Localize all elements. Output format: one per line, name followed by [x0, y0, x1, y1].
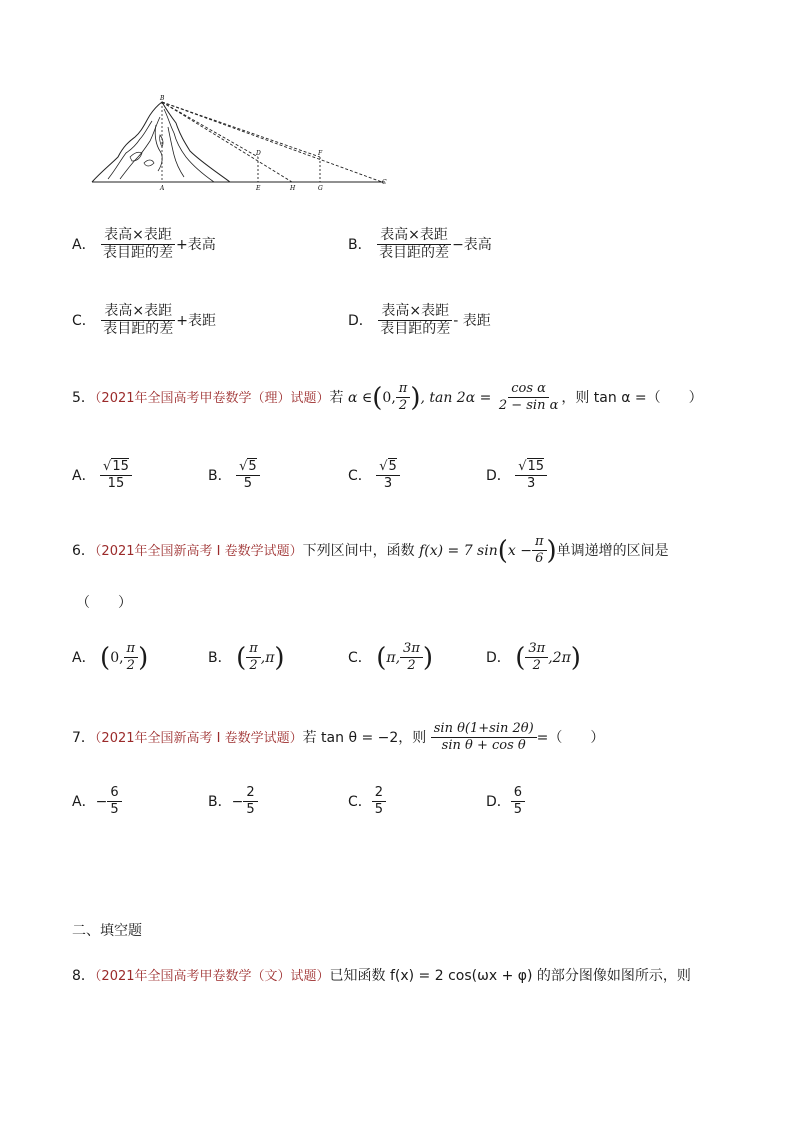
option-letter: D． [348, 312, 373, 329]
denominator: 5 [246, 802, 255, 818]
option-letter: A． [72, 467, 96, 484]
question-number: 8． [72, 968, 95, 984]
q7-option-a-fraction [107, 786, 121, 818]
q7-option-c-fraction [372, 786, 386, 818]
q6-option-c: C． (π, $\frac{3\pi}{2}$ ) [348, 641, 434, 674]
option-letter: B． [208, 649, 232, 666]
numerator: 3π [525, 642, 548, 658]
label-e: E [256, 185, 261, 192]
q6-option-b: B． ( $\frac{\pi}{2}$ ,π) [208, 641, 285, 674]
denominator: 2 [249, 658, 258, 674]
stem-tail: 单调递增的区间是 [556, 542, 669, 559]
label-h: H [290, 185, 296, 192]
question-source: （2021年全国高考甲卷数学（理）试题） [94, 390, 330, 406]
denominator: 2 [407, 658, 416, 674]
option-tail: +表高 [176, 236, 216, 253]
q6-stem: 6．（2021年全国新高考 I 卷数学试题）下列区间中，函数 f(x) = 7 sin(x − $\frac{\pi}{6}$ )单调递增的区间是 [72, 534, 669, 567]
q7-fraction [431, 722, 537, 754]
option-letter: A． [72, 793, 96, 810]
label-c: C [382, 179, 387, 186]
denominator: 表目距的差 [380, 321, 451, 338]
q7-stem [72, 722, 604, 754]
numerator: 表高×表距 [101, 228, 175, 245]
numerator: 5 [388, 459, 397, 474]
q6-option-d: D． ( $\frac{3\pi}{2}$ ,2π) [486, 641, 581, 674]
numerator: 2 [372, 786, 386, 802]
question-number: 5． [72, 389, 95, 406]
denominator: 5 [374, 802, 384, 818]
numerator: 表高×表距 [377, 228, 451, 245]
question-source: （2021年全国新高考 I 卷数学试题） [94, 730, 303, 746]
denominator: 表目距的差 [379, 245, 450, 262]
interval-fraction [246, 642, 261, 674]
numerator: 表高×表距 [101, 304, 175, 321]
numerator: 15 [527, 459, 545, 474]
question-number: 7． [72, 729, 95, 746]
q4-option-b-fraction [376, 228, 452, 262]
option-sign: − [95, 793, 108, 810]
numerator: 2 [243, 786, 257, 802]
q4-option-d-fraction [377, 304, 453, 338]
interval-fraction [400, 642, 423, 674]
numerator: 6 [511, 786, 525, 802]
stem-text: 若 [329, 389, 344, 406]
numerator: π [246, 642, 261, 658]
numerator: π [396, 382, 411, 398]
q6-option-a: A． (0, $\frac{\pi}{2}$ ) [72, 641, 149, 674]
numerator: 3π [400, 642, 423, 658]
question-source: （2021年全国高考甲卷数学（文）试题） [94, 969, 330, 984]
denominator: 2 [398, 398, 408, 414]
q4-option-b [348, 228, 492, 262]
q6-answer-paren: （ ） [76, 595, 132, 611]
label-d: D [256, 150, 261, 157]
denominator: 3 [383, 476, 393, 492]
q7-option-b [208, 786, 258, 818]
label-g: G [318, 185, 323, 192]
q4-option-a-fraction [100, 228, 176, 262]
q7-option-d-fraction [511, 786, 525, 818]
option-letter: C． [72, 312, 96, 329]
q5-option-a-fraction: $\frac{√15}{15}$ [100, 460, 132, 492]
function-expression: f(x) = 7 sin [419, 542, 498, 559]
option-letter: A． [72, 649, 96, 666]
option-letter: C． [348, 649, 372, 666]
option-tail: −表高 [452, 236, 492, 253]
denominator: 5 [243, 476, 252, 492]
q5-stem: 5．（2021年全国高考甲卷数学（理）试题）若 α ∈(0, $\frac{\pi}{2}$ ), tan 2α = $\frac{\text{cos α}}{\text{2 − sin α}}$ ，则 tan α =（ ） [72, 381, 703, 414]
option-letter: D． [486, 793, 511, 810]
argument-fraction [532, 535, 547, 567]
denominator: 3 [527, 476, 536, 492]
interval-left: 0, [382, 389, 396, 406]
survey-figure [90, 95, 395, 195]
q4-option-c-fraction [100, 304, 176, 338]
numerator: 6 [107, 786, 121, 802]
q5-option-b [208, 460, 260, 492]
numerator: cos α [508, 382, 549, 398]
option-letter: B． [348, 236, 372, 253]
label-f: F [318, 150, 323, 157]
denominator: 5 [513, 802, 523, 818]
equation-fraction [496, 382, 562, 414]
interval-right: ,2π [548, 649, 571, 666]
q4-option-d [348, 304, 491, 338]
option-letter: D． [486, 649, 511, 666]
q5-option-a [72, 460, 132, 492]
option-letter: B． [208, 467, 232, 484]
stem-text: 已知函数 f(x) = 2 cos(ωx + φ) 的部分图像如图所示，则 [329, 968, 691, 984]
denominator: 15 [107, 476, 125, 492]
interval-right: ,π [260, 649, 275, 666]
numerator: π [124, 642, 139, 658]
denominator: 表目距的差 [103, 321, 174, 338]
numerator: π [532, 535, 547, 551]
q7-option-c [348, 786, 386, 818]
option-letter: D． [486, 467, 511, 484]
denominator: 5 [110, 802, 119, 818]
denominator: 2 [126, 658, 135, 674]
denominator: 表目距的差 [103, 245, 174, 262]
q5-option-b-fraction: $\frac{√5}{5}$ [236, 460, 260, 492]
numerator: 15 [112, 459, 129, 474]
stem-tail: ，则 tan α =（ ） [561, 389, 703, 406]
question-source: （2021年全国新高考 I 卷数学试题） [94, 543, 303, 559]
equation-lhs: , tan 2α = [420, 389, 492, 406]
q4-option-a [72, 228, 216, 262]
option-letter: C． [348, 793, 372, 810]
q5-option-c [348, 460, 400, 492]
numerator: 表高×表距 [378, 304, 452, 321]
option-letter: C． [348, 467, 372, 484]
numerator: sin θ(1+sin 2θ) [431, 722, 537, 738]
section-title: 二、填空题 [72, 923, 142, 939]
denominator: sin θ + cos θ [441, 738, 526, 754]
option-tail: - 表距 [453, 312, 491, 329]
question-number: 6． [72, 542, 95, 559]
option-letter: A． [72, 236, 96, 253]
numerator: 5 [248, 459, 257, 474]
stem-text: 若 tan θ = −2，则 [302, 729, 427, 746]
q7-option-b-fraction [243, 786, 257, 818]
option-letter: B． [208, 793, 232, 810]
stem-tail: =（ ） [536, 729, 605, 746]
q7-option-a [72, 786, 122, 818]
condition: α ∈ [347, 389, 373, 406]
q7-option-d [486, 786, 525, 818]
q5-option-d [486, 460, 547, 492]
interval-fraction [124, 642, 139, 674]
denominator: 6 [535, 551, 544, 567]
option-sign: − [231, 793, 244, 810]
q4-option-c [72, 304, 216, 338]
denominator: 2 [532, 658, 541, 674]
interval-left: 0, [110, 649, 124, 666]
q8-stem [72, 965, 691, 985]
interval-fraction [396, 382, 411, 414]
option-tail: +表距 [176, 312, 216, 329]
stem-text: 下列区间中，函数 [302, 542, 415, 559]
interval-left: π, [386, 649, 401, 666]
label-b: B [160, 95, 165, 102]
q5-option-d-fraction: $\frac{√15}{3}$ [515, 460, 547, 492]
interval-fraction [525, 642, 548, 674]
q5-option-c-fraction: $\frac{√5}{3}$ [376, 460, 400, 492]
denominator: 2 − sin α [498, 398, 559, 414]
label-a: A [160, 185, 165, 192]
argument-left: x − [507, 542, 532, 559]
